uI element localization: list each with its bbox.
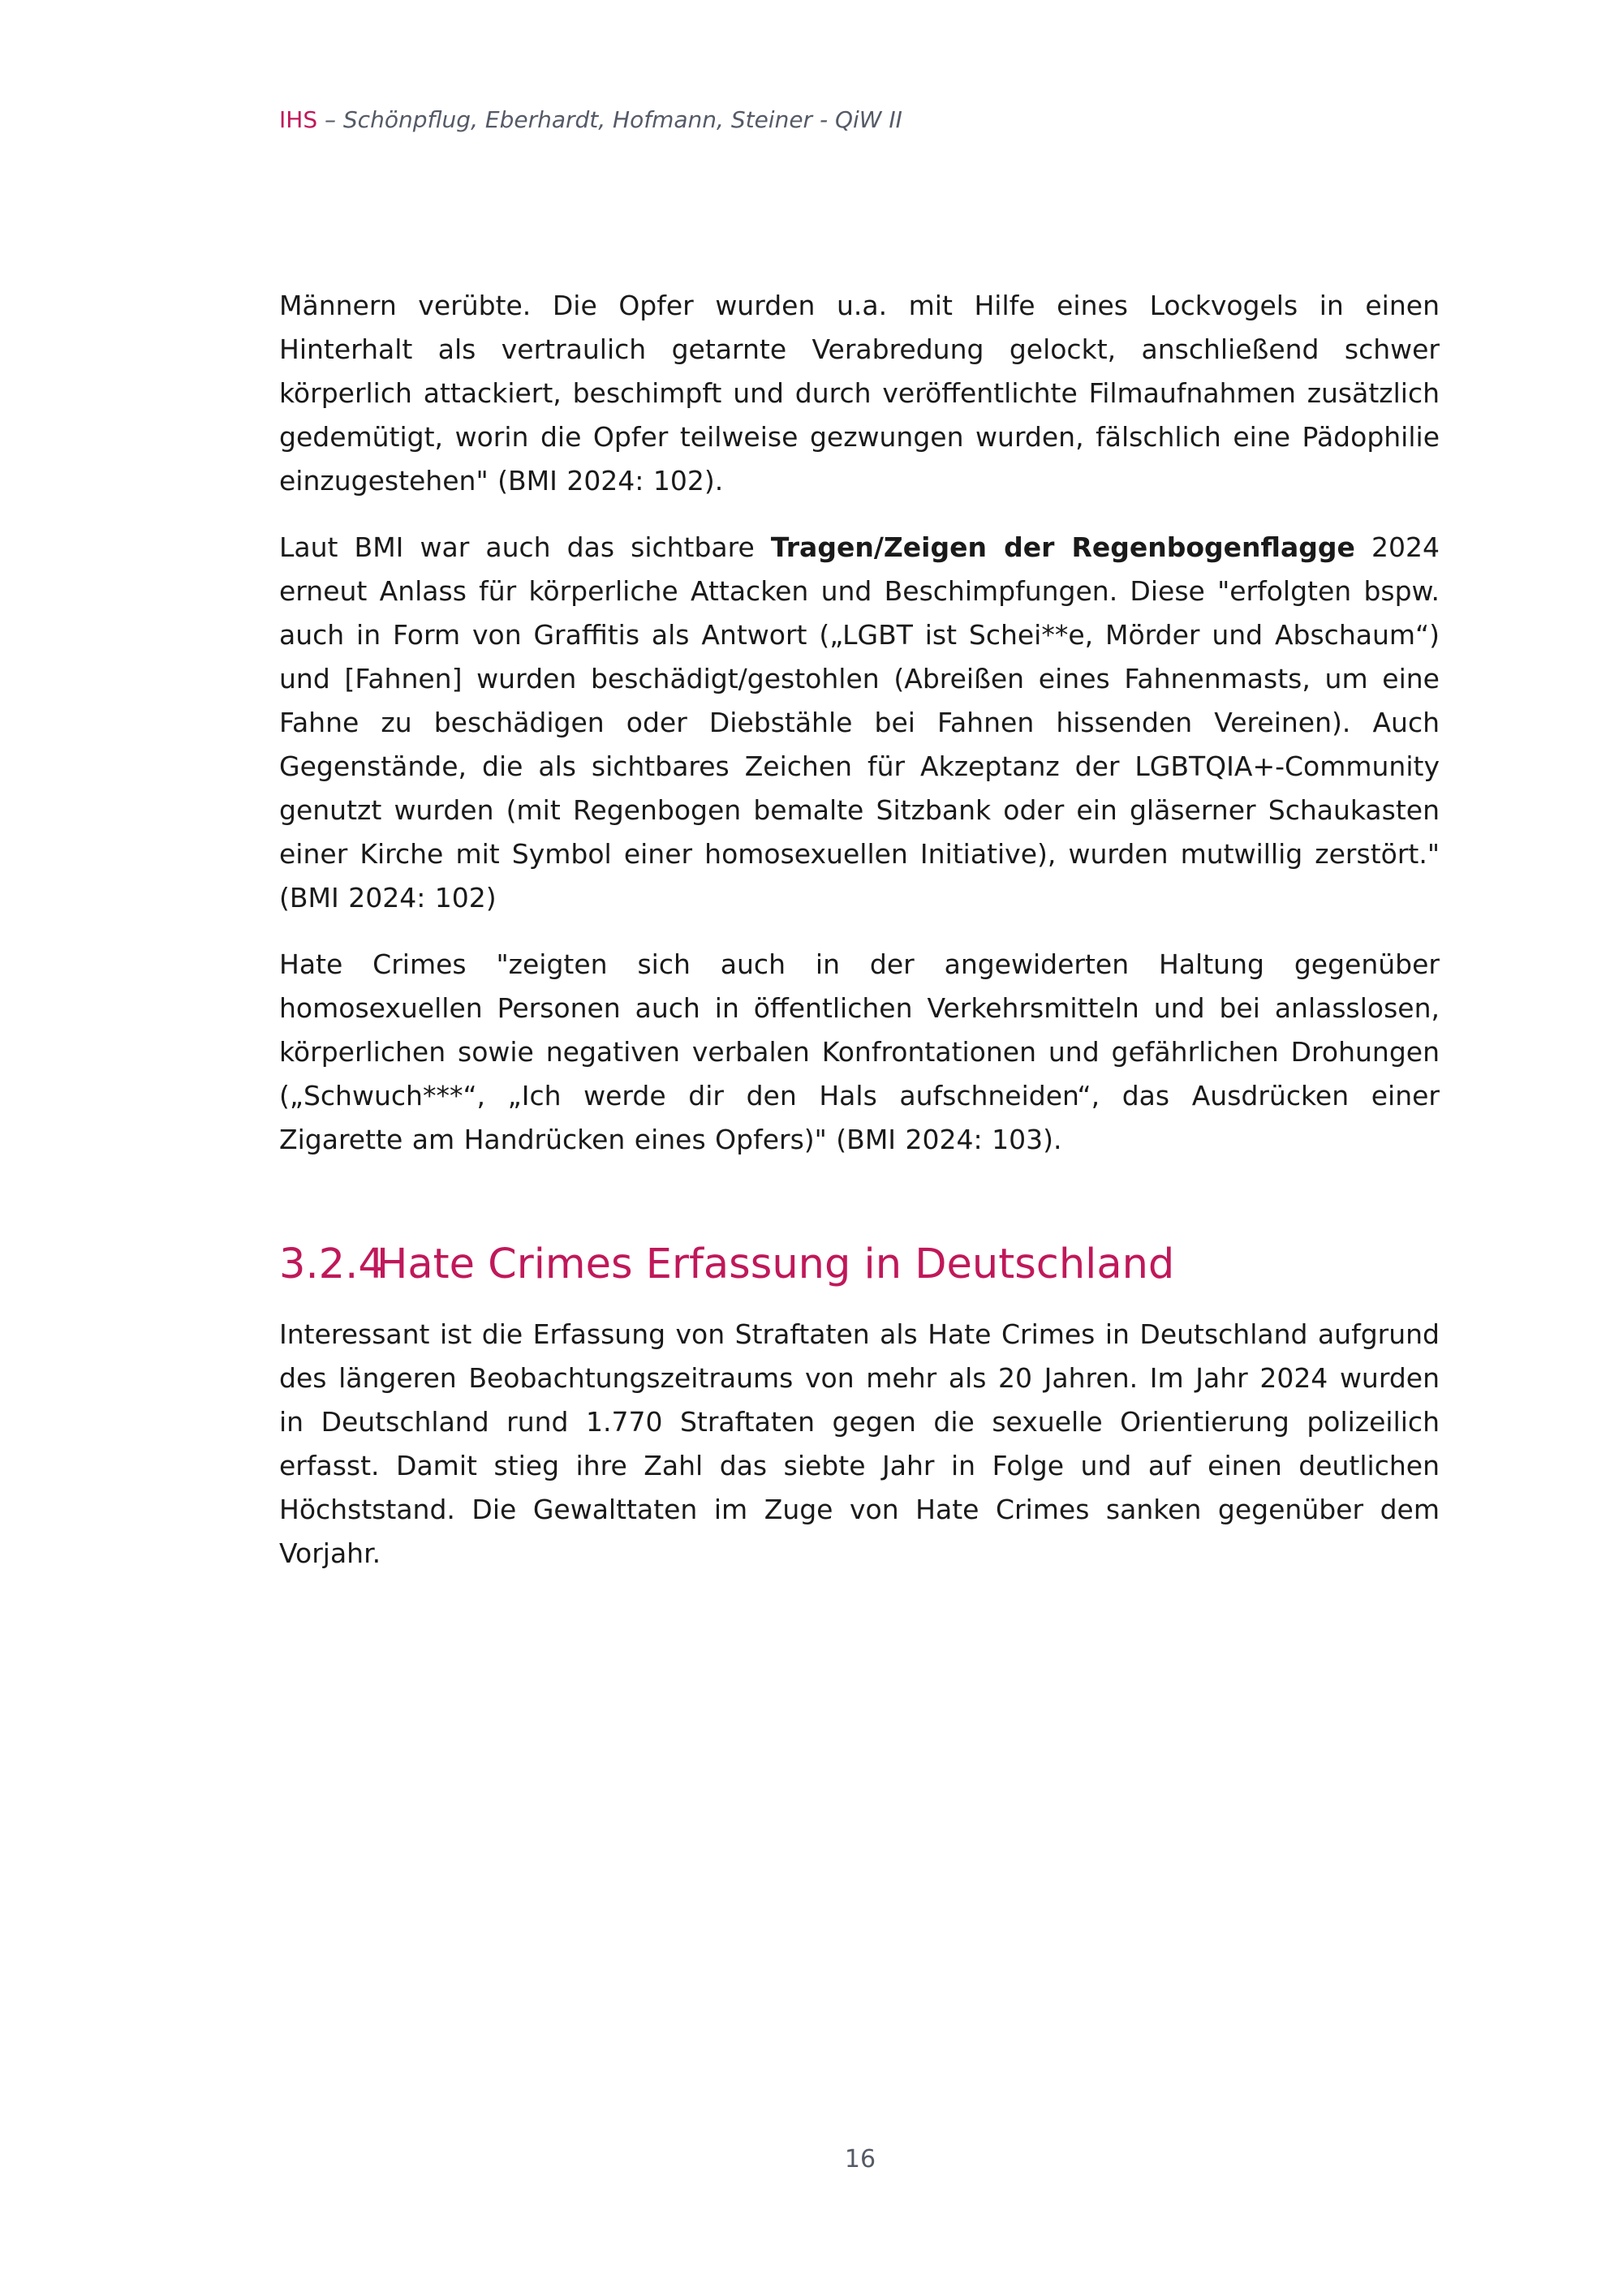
paragraph-2-start: Laut BMI war auch das sichtbare — [279, 531, 771, 563]
paragraph-3: Hate Crimes "zeigten sich auch in der angewiderten Haltung gegenüber homosexuellen Personen auch in öffentlichen Verkehrsmitteln und bei anlasslosen, körperlichen sowie negativen verbalen Konfrontationen und gefährlichen Drohungen („Schwuch***“, „Ich werde dir den Hals aufschneiden“, das Ausdrücken einer Zigarette am Handrücken eines Opfers)" (BMI 2024: 103). — [279, 948, 1440, 1155]
paragraph-1: Männern verübte. Die Opfer wurden u.a. mit Hilfe eines Lockvogels in einen Hinterhalt als vertraulich getarnte Verabredung gelockt, anschließend schwer körperlich attackiert, beschimpft und durch veröffentlichte Filmaufnahmen zusätzlich gedemütigt, worin die Opfer teilweise gezwungen wurden, fälschlich eine Pädophilie einzugestehen" (BMI 2024: 102). — [279, 290, 1440, 497]
page-number: 16 — [844, 2145, 876, 2173]
section-title: Hate Crimes Erfassung in Deutschland — [377, 1240, 1175, 1288]
paragraph-4: Interessant ist die Erfassung von Straftaten als Hate Crimes in Deutschland aufgrund des längeren Beobachtungszeitraums von mehr als 20 Jahren. Im Jahr 2024 wurden in Deutschland rund 1.770 Straftaten gegen die sexuelle Orientierung polizeilich erfasst. Damit stieg ihre Zahl das siebte Jahr in Folge und auf einen deutlichen Höchststand. Die Gewalttaten im Zuge von Hate Crimes sanken gegenüber dem Vorjahr. — [279, 1318, 1440, 1569]
paragraph-2-bold: Tragen/Zeigen der Regenbogenflagge — [770, 531, 1355, 563]
header-org: IHS — [279, 106, 318, 133]
header-separator: – — [317, 106, 343, 133]
header-authors: Schönpflug, Eberhardt, Hofmann, Steiner - QiW II — [342, 106, 902, 133]
running-header — [279, 104, 902, 136]
section-number: 3.2.4 — [279, 1240, 385, 1288]
paragraph-2 — [279, 526, 1440, 920]
section-heading — [279, 1236, 1440, 1293]
paragraph-2-end: 2024 erneut Anlass für körperliche Attacken und Beschimpfungen. Diese "erfolgten bspw. auch in Form von Graffitis als Antwort („LGBT ist Schei**e, Mörder und Abschaum“) und [Fahnen] wurden beschädigt/gestohlen (Abreißen eines Fahnenmasts, um eine Fahne zu beschädigen oder Diebstähle bei Fahnen hissenden Vereinen). Auch Gegenstände, die als sichtbares Zeichen für Akzeptanz der LGBTQIA+-Community genutzt wurden (mit Regenbogen bemalte Sitzbank oder ein gläserner Schaukasten einer Kirche mit Symbol einer homosexuellen Initiative), wurden mutwillig zerstört." (BMI 2024: 102) — [279, 531, 1440, 914]
page-body — [279, 284, 1440, 1598]
